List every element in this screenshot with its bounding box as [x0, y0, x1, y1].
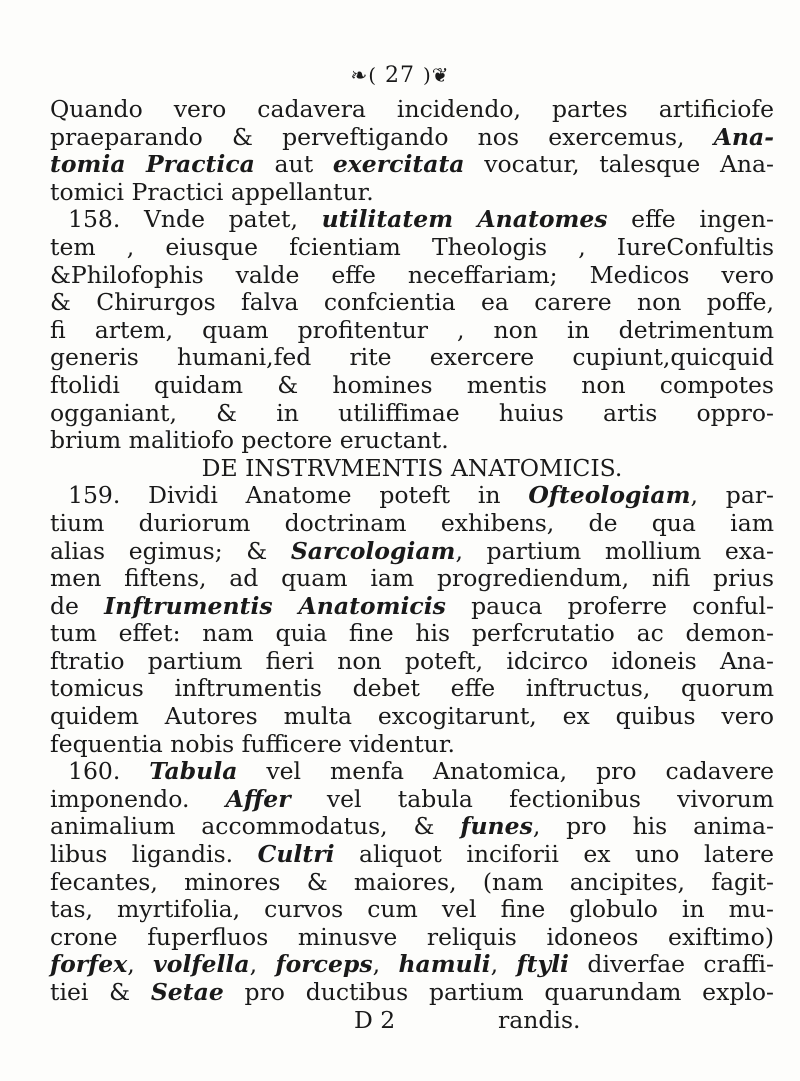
italic-term: tomia Practica	[50, 150, 255, 179]
text-line: alias egimus; & Sarcologiam, partium mollium exa-	[50, 536, 774, 565]
signature-mark: D 2	[354, 1005, 396, 1034]
body-text	[50, 96, 774, 1007]
italic-term: forfex	[50, 950, 128, 979]
text-line: quidem Autores multa excogitarunt, ex quibus vero	[50, 702, 774, 731]
text-line: forfex, volfella, forceps, hamuli, ftyli diverfae craffi-	[50, 950, 774, 979]
text-line: generis humani,fed rite exercere cupiunt,quicquid	[50, 343, 774, 372]
text-line: brium malitiofo pectore eructant.	[50, 426, 449, 455]
page-footer	[50, 1007, 774, 1034]
text-line: tium duriorum doctrinam exhibens, de qua iam	[50, 508, 774, 537]
italic-term: funes	[460, 812, 533, 841]
text-line: fi artem, quam profitentur , non in detrimentum	[50, 315, 774, 344]
text-line: fecantes, minores & maiores, (nam ancipites, fagit-	[50, 867, 774, 896]
text-line: praeparando & perveftigando nos exercemus, Ana-	[50, 122, 774, 151]
text-line: tem , eiusque fcientiam Theologis , IureConfultis	[50, 232, 774, 261]
text-line: Quando vero cadavera incidendo, partes artificiofe	[50, 95, 774, 123]
text-line: fequentia nobis fufficere videntur.	[50, 729, 455, 758]
ornament-right: )❦	[423, 63, 450, 87]
text-line: ogganiant, & in utiliffimae huius artis oppro-	[50, 398, 774, 427]
text-line: &Philofophis valde effe neceffariam; Medicos vero	[50, 260, 774, 289]
italic-term: ftyli	[516, 950, 569, 979]
italic-term: Sarcologiam	[290, 536, 456, 565]
text-line: tas, myrtifolia, curvos cum vel fine globulo in mu-	[50, 895, 774, 924]
text-line: crone fuperfluos minusve reliquis idoneos exiftimo)	[50, 922, 774, 951]
text-line: tomici Practici appellantur.	[50, 177, 374, 206]
italic-term: exercitata	[332, 150, 465, 179]
text-line: libus ligandis. Cultri aliquot inciforii ex uno latere	[50, 840, 774, 869]
text-line: tiei & Setae pro ductibus partium quarundam explo-	[50, 978, 774, 1006]
text-line: men fiftens, ad quam iam progrediendum, nifi prius	[50, 564, 774, 593]
italic-term: Setae	[150, 978, 224, 1006]
running-head	[0, 63, 800, 88]
text-line: & Chirurgos falva confcientia ea carere non poffe,	[50, 288, 774, 317]
text-line: tomia Practica aut exercitata vocatur, talesque Ana-	[50, 150, 774, 179]
text-line: de Inftrumentis Anatomicis pauca proferre conful-	[50, 591, 774, 620]
text-line: DE INSTRVMENTIS ANATOMICIS.	[201, 453, 623, 482]
ornament-left: ❧(	[350, 63, 377, 87]
italic-term: volfella	[153, 950, 250, 979]
italic-term: forceps	[275, 950, 373, 979]
italic-term: Affer	[225, 784, 291, 813]
catchword: randis.	[498, 1005, 581, 1034]
italic-term: Tabula	[149, 757, 238, 786]
italic-term: Ana-	[713, 122, 774, 151]
text-line: 159. Dividi Anatome poteft in Ofteologiam, par-	[68, 481, 774, 510]
text-line: tum effet: nam quia fine his perfcrutatio ac demon-	[50, 619, 774, 648]
text-line: 158. Vnde patet, utilitatem Anatomes effe ingen-	[68, 205, 774, 234]
text-line: tomicus inftrumentis debet effe inftructus, quorum	[50, 674, 774, 703]
page-number: 27	[385, 63, 415, 88]
text-line: 160. Tabula vel menfa Anatomica, pro cadavere	[68, 757, 774, 786]
text-line: imponendo. Affer vel tabula fectionibus vivorum	[50, 784, 775, 813]
italic-term: Cultri	[257, 840, 335, 869]
italic-term: hamuli	[398, 950, 491, 979]
text-line: animalium accommodatus, & funes, pro his anima-	[50, 812, 774, 841]
text-line: ftratio partium fieri non poteft, idcirco idoneis Ana-	[50, 646, 774, 675]
italic-term: utilitatem Anatomes	[321, 205, 608, 234]
italic-term: Inftrumentis Anatomicis	[104, 591, 446, 620]
italic-term: Ofteologiam	[528, 481, 691, 510]
text-line: ftolidi quidam & homines mentis non compotes	[50, 370, 774, 399]
